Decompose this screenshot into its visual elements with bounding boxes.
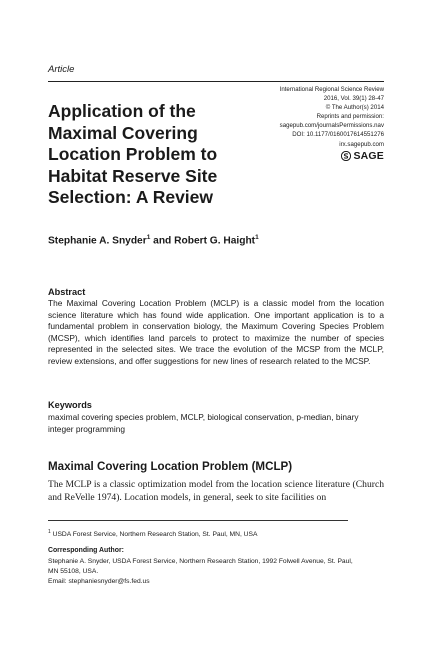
affiliation-mark: 1 (48, 529, 51, 535)
abstract-text: The Maximal Covering Location Problem (MCLP) is a classic model from the location science literature which has found wide application. One important application is to a fundamental problem in conservation biology, the Maximum Covering Species Problem (MCSP), which identifies land parcels to protect to maximize the number of species represented in the selected sites. We trace the evolution of the MCSP from the MCLP, review extensions, and offer suggestions for new lines of research related to the MCSP. (48, 298, 384, 366)
corresponding-author-heading: Corresponding Author: (48, 547, 124, 554)
sage-logo (341, 150, 384, 162)
corresponding-address-line: Stephanie A. Snyder, USDA Forest Service, Northern Research Station, 1992 Folwell Avenue, St. Paul, (48, 558, 353, 565)
section-heading: Maximal Covering Location Problem (MCLP) (48, 460, 293, 473)
sage-logo-text: SAGE (353, 150, 384, 162)
reprints-label: Reprints and permission: (316, 113, 384, 121)
journal-volume: 2016, Vol. 39(1) 28-47 (323, 95, 384, 103)
affiliation-footnote (48, 528, 257, 539)
journal-metadata (204, 85, 384, 149)
corresponding-address-line: MN 55108, USA. (48, 568, 99, 575)
author-affiliation-mark: 1 (255, 234, 259, 241)
sage-logo-icon (341, 151, 351, 161)
copyright: © The Author(s) 2014 (325, 104, 384, 112)
author-affiliation-mark: 1 (146, 234, 151, 241)
author-list (48, 234, 259, 246)
header-rule (48, 81, 384, 82)
permissions-link[interactable]: sagepub.com/journalsPermissions.nav (279, 122, 384, 130)
keywords-heading: Keywords (48, 400, 92, 410)
doi[interactable]: DOI: 10.1177/0160017614551276 (292, 131, 384, 139)
abstract-heading: Abstract (48, 287, 86, 297)
journal-url[interactable]: irx.sagepub.com (339, 140, 384, 148)
author-name: Robert G. Haight (174, 235, 256, 247)
author-separator: and (153, 235, 172, 247)
section-body-text: The MCLP is a classic optimization model from the location science literature (Church and ReVelle 1974). Location models, in general, seek to site facilities on (48, 479, 384, 503)
affiliation-text: USDA Forest Service, Northern Research Station, St. Paul, MN, USA (52, 531, 258, 539)
article-title: Application of the Maximal Covering Location Problem to Habitat Reserve Site Selection: A Review (48, 101, 218, 207)
article-type-label: Article (48, 64, 75, 75)
keywords-text: maximal covering species problem, MCLP, biological conservation, p-median, binary integer programming (48, 412, 359, 434)
corresponding-email[interactable]: Email: stephaniesnyder@fs.fed.us (48, 578, 150, 585)
author-name: Stephanie A. Snyder (48, 235, 147, 247)
corresponding-author-details (48, 557, 384, 587)
footnote-rule (48, 520, 348, 521)
journal-name: International Regional Science Review (279, 86, 384, 93)
